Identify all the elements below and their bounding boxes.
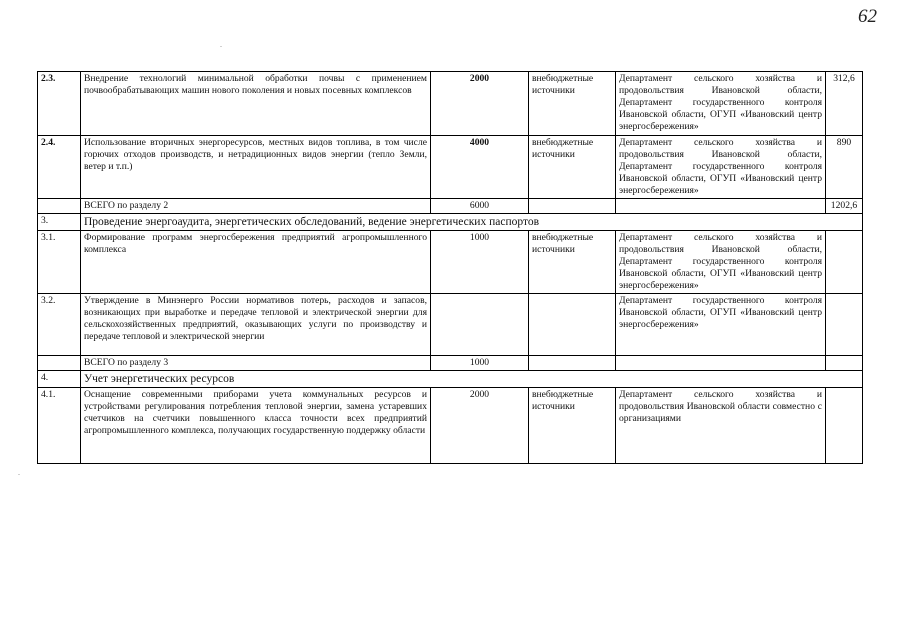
scan-mark: .: [18, 468, 20, 477]
total-row: [38, 356, 863, 371]
executor: Департамент сельского хозяйства и продовольствия Ивановской области совместно с организациями: [616, 388, 826, 464]
total-amount: 6000: [431, 199, 529, 214]
row-number: 2.3.: [38, 72, 81, 136]
funding-source: [529, 294, 616, 356]
total-label: ВСЕГО по разделу 3: [81, 356, 431, 371]
funding-source: внебюджетные источники: [529, 388, 616, 464]
section-title: Учет энергетических ресурсов: [81, 371, 863, 388]
total-label: ВСЕГО по разделу 2: [81, 199, 431, 214]
section-row: [38, 214, 863, 231]
funding-amount: [431, 294, 529, 356]
total-value: 1202,6: [826, 199, 863, 214]
measure-name: Утверждение в Минэнерго России нормативов потерь, расходов и запасов, возникающих при выработке и передаче тепловой и электрической энергии для сельскохозяйственных предприятий, оказывающих услуги по производству и передаче тепловой и электрической энергии: [81, 294, 431, 356]
funding-source: внебюджетные источники: [529, 231, 616, 294]
row-number: 3.2.: [38, 294, 81, 356]
page-number: 62: [858, 6, 877, 27]
funding-amount: 4000: [431, 136, 529, 199]
executor: Департамент сельского хозяйства и продовольствия Ивановской области, Департамент государственного контроля Ивановской области, ОГУП «Ивановский центр энергосбережения»: [616, 136, 826, 199]
executor: Департамент государственного контроля Ивановской области, ОГУП «Ивановский центр энергосбережения»: [616, 294, 826, 356]
measure-name: Использование вторичных энергоресурсов, местных видов топлива, в том числе горючих отходов производств, и нетрадиционных видов энергии (тепло Земли, ветер и т.п.): [81, 136, 431, 199]
result-value: [826, 231, 863, 294]
section-title: Проведение энергоаудита, энергетических обследований, ведение энергетических паспортов: [81, 214, 863, 231]
funding-amount: 2000: [431, 388, 529, 464]
executor: Департамент сельского хозяйства и продовольствия Ивановской области, Департамент государственного контроля Ивановской области, ОГУП «Ивановский центр энергосбережения»: [616, 72, 826, 136]
funding-source: внебюджетные источники: [529, 72, 616, 136]
result-value: 312,6: [826, 72, 863, 136]
measure-name: Формирование программ энергосбережения предприятий агропромышленного комплекса: [81, 231, 431, 294]
section-number: 3.: [38, 214, 81, 231]
result-value: [826, 388, 863, 464]
total-value: [826, 356, 863, 371]
row-number: 4.1.: [38, 388, 81, 464]
measure-name: Внедрение технологий минимальной обработки почвы с применением почвообрабатывающих машин нового поколения и новых посевных комплексов: [81, 72, 431, 136]
scan-mark: .: [220, 40, 222, 49]
funding-amount: 1000: [431, 231, 529, 294]
measures-table: [37, 71, 863, 464]
funding-amount: 2000: [431, 72, 529, 136]
funding-source: внебюджетные источники: [529, 136, 616, 199]
table-row: [38, 231, 863, 294]
measure-name: Оснащение современными приборами учета коммунальных ресурсов и устройствами регулирования потребления тепловой энергии, замена устаревших счетчиков на счетчики повышенного класса точности всех предприятий агропромышленного комплекса, получающих государственную поддержку области: [81, 388, 431, 464]
table-row: [38, 72, 863, 136]
table-row: [38, 388, 863, 464]
section-row: [38, 371, 863, 388]
section-number: 4.: [38, 371, 81, 388]
total-row: [38, 199, 863, 214]
total-amount: 1000: [431, 356, 529, 371]
row-number: 3.1.: [38, 231, 81, 294]
table-row: [38, 294, 863, 356]
executor: Департамент сельского хозяйства и продовольствия Ивановской области, Департамент государственного контроля Ивановской области, ОГУП «Ивановский центр энергосбережения»: [616, 231, 826, 294]
result-value: 890: [826, 136, 863, 199]
row-number: 2.4.: [38, 136, 81, 199]
result-value: [826, 294, 863, 356]
table-row: [38, 136, 863, 199]
